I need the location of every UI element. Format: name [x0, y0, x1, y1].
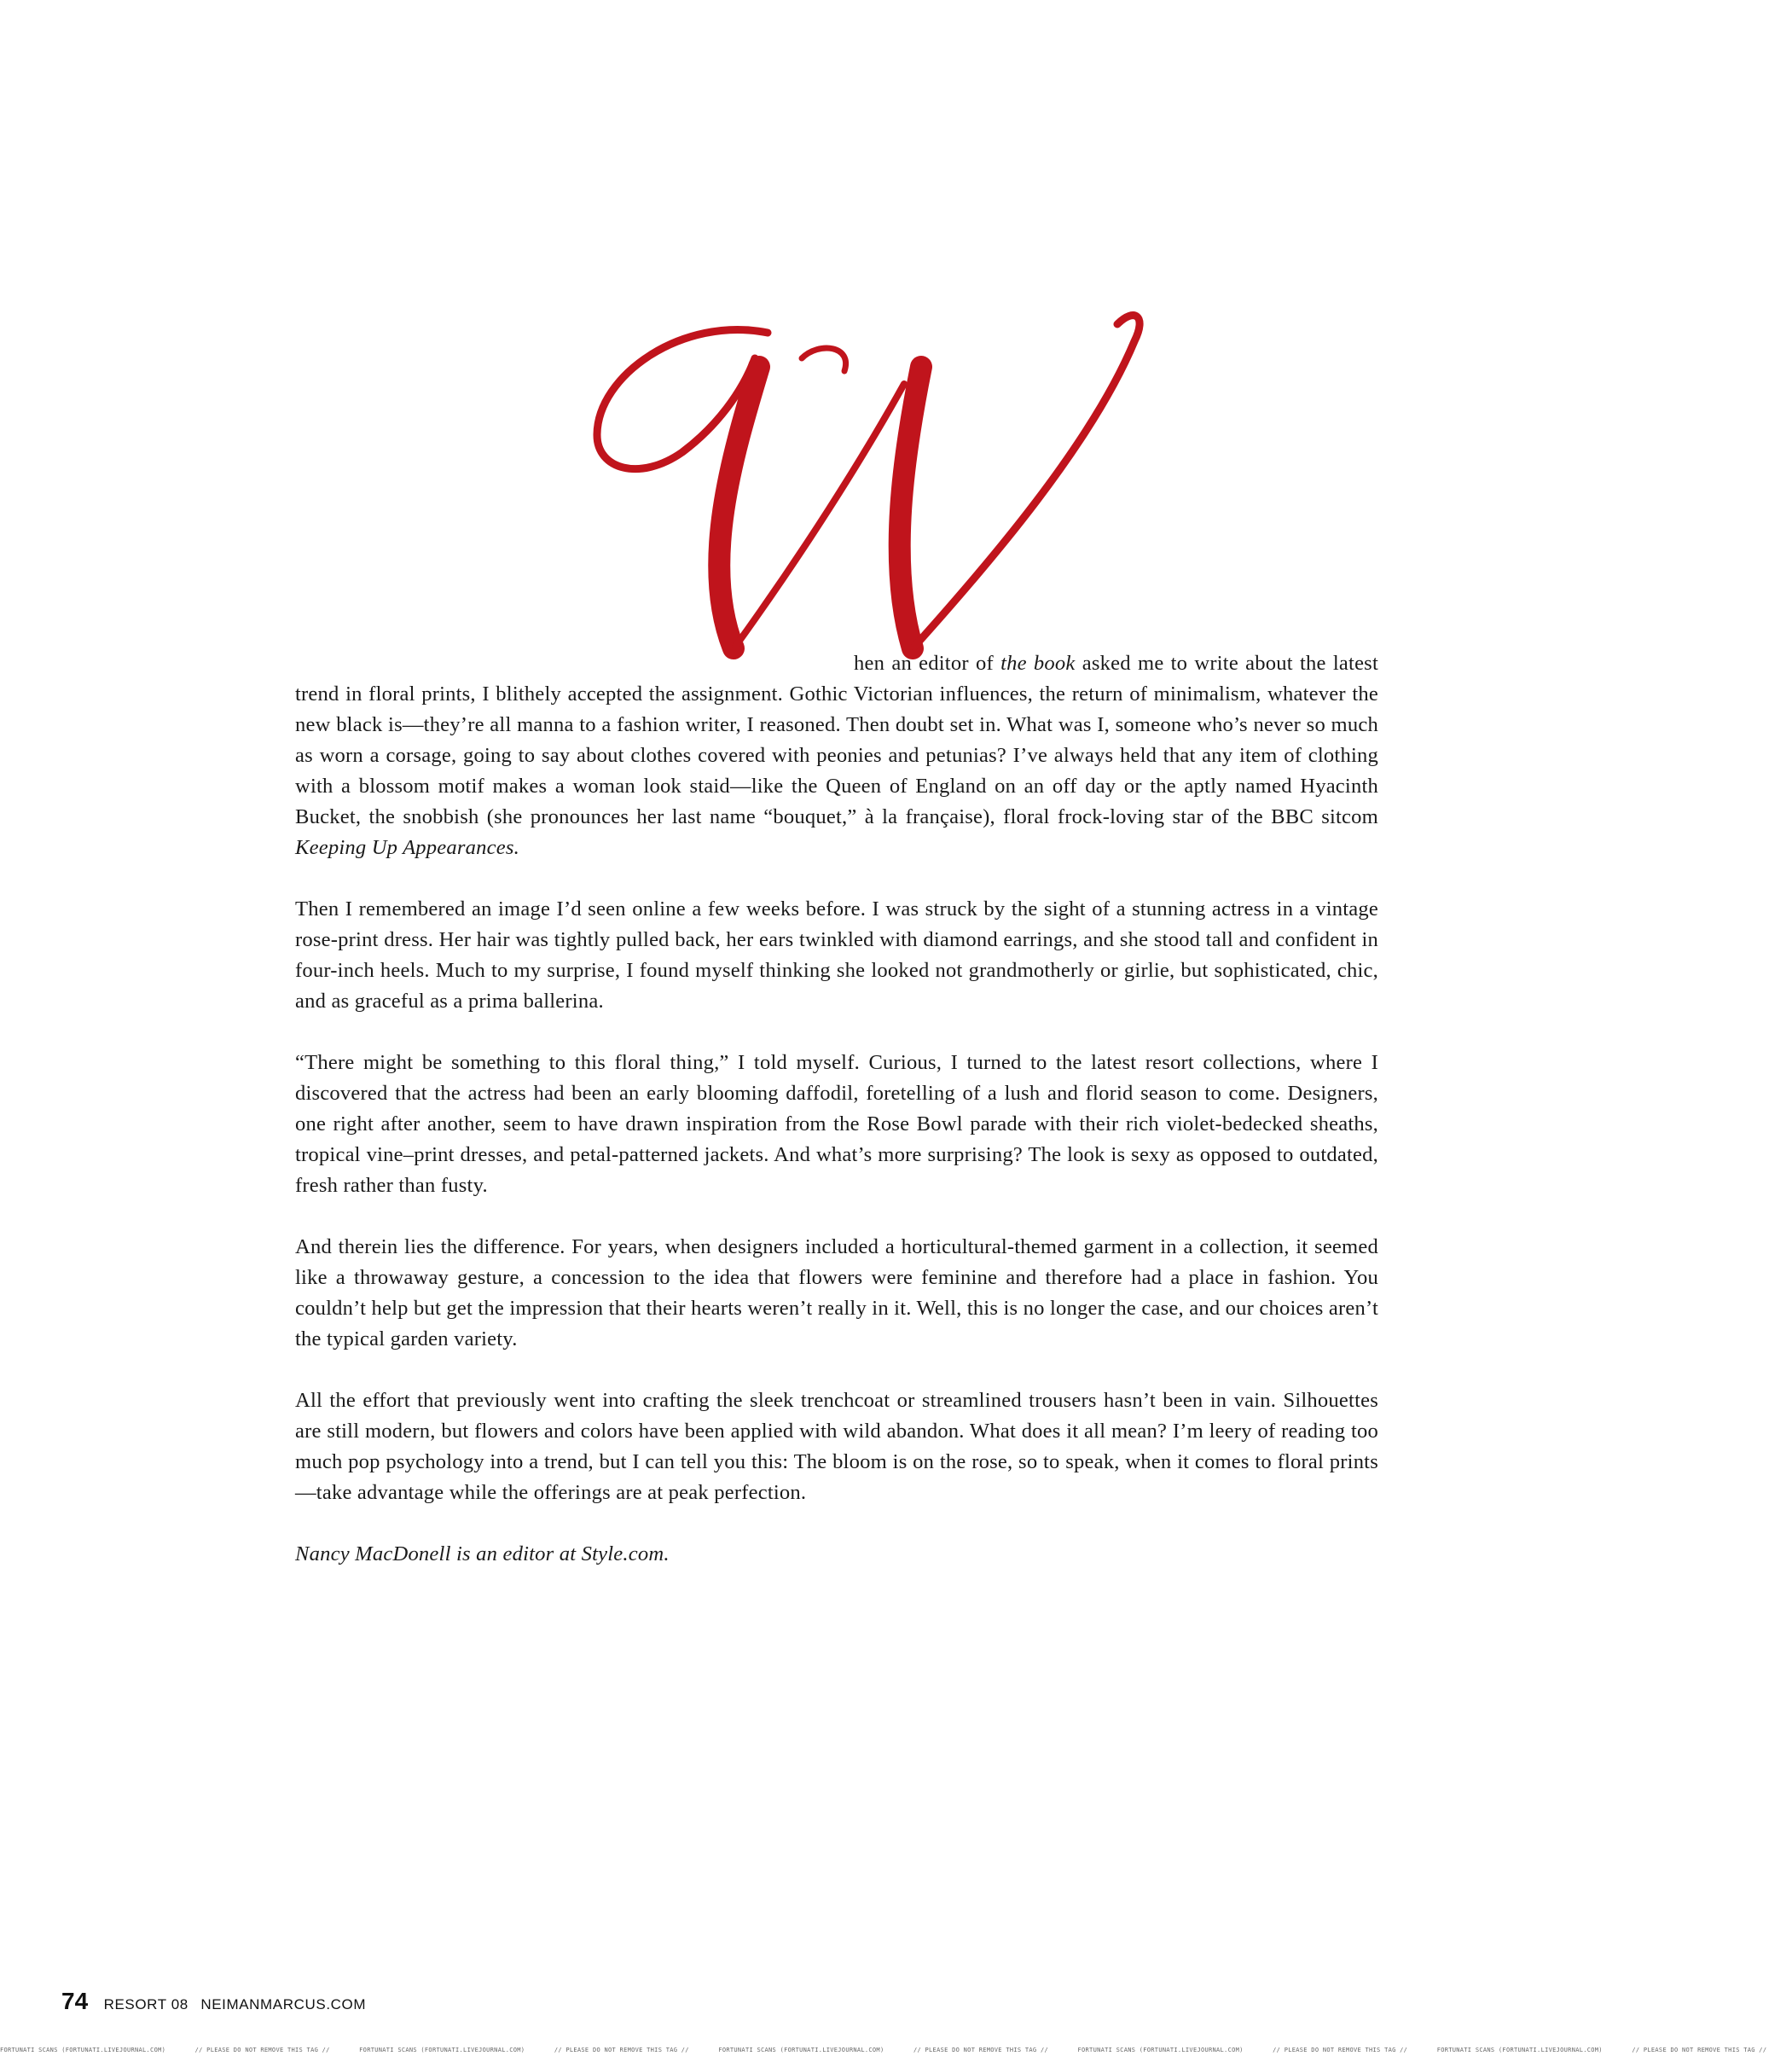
- watermark-text: FORTUNATI SCANS (FORTUNATI.LIVEJOURNAL.COM): [359, 2047, 525, 2053]
- watermark-text: // PLEASE DO NOT REMOVE THIS TAG //: [913, 2047, 1048, 2053]
- paragraph-4: And therein lies the difference. For years, when designers included a horticultural-themed garment in a collection, it seemed like a throwaway gesture, a concession to the idea that flowers were feminine and therefore had a place in fashion. You couldn’t help but get the impression that their hearts weren’t really in it. Well, this is no longer the case, and our choices aren’t the typical garden variety.: [295, 1235, 1378, 1350]
- sitcom-title: Keeping Up Appearances.: [295, 836, 520, 859]
- watermark-text: // PLEASE DO NOT REMOVE THIS TAG //: [1273, 2047, 1408, 2053]
- article-body: [295, 648, 1378, 1600]
- watermark-text: FORTUNATI SCANS (FORTUNATI.LIVEJOURNAL.COM): [1436, 2047, 1603, 2053]
- dropcap-inner-curl: [802, 348, 846, 371]
- paragraph-2: Then I remembered an image I’d seen online a few weeks before. I was struck by the sight of a stunning actress in a vintage rose-print dress. Her hair was tightly pulled back, her ears twinkled with diamond earrings, and she stood tall and confident in four-inch heels. Much to my surprise, I found myself thinking she looked not grandmotherly or girlie, but sophisticated, chic, and as graceful as a prima ballerina.: [295, 897, 1378, 1013]
- lead-rest: asked me to write about the latest trend in floral prints, I blithely accepted the assignment. Gothic Victorian influences, the return of minimalism, whatever the new black is—they’re all manna to a fashion writer, I reasoned. Then doubt set in. What was I, someone who’s never so much as worn a corsage, going to say about clothes covered with peonies and petunias? I’ve always held that any item of clothing with a blossom motif makes a woman look staid—like the Queen of England on an off day or the aptly named Hyacinth Bucket, the snobbish (she pronounces her last name “bouquet,” à la française), floral frock-loving star of the BBC sitcom: [295, 652, 1378, 828]
- site-url: NEIMANMARCUS.COM: [200, 1996, 367, 2012]
- watermark-text: FORTUNATI SCANS (FORTUNATI.LIVEJOURNAL.COM): [1077, 2047, 1244, 2053]
- scan-watermark-strip: [0, 2044, 1767, 2056]
- watermark-text: FORTUNATI SCANS (FORTUNATI.LIVEJOURNAL.COM): [0, 2047, 166, 2053]
- paragraph-3: “There might be something to this floral thing,” I told myself. Curious, I turned to the latest resort collections, where I discovered that the actress had been an early blooming daffodil, foretelling of a lush and florid season to come. Designers, one right after another, seem to have drawn inspiration from the Rose Bowl parade with their rich violet-bedecked sheaths, tropical vine–print dresses, and petal-patterned jackets. And what’s more surprising? The look is sexy as opposed to outdated, fresh rather than fusty.: [295, 1051, 1378, 1197]
- decorative-dropcap-w: [546, 307, 1177, 674]
- watermark-text: // PLEASE DO NOT REMOVE THIS TAG //: [194, 2047, 330, 2053]
- dropcap-final-flourish: [914, 316, 1140, 647]
- watermark-text: // PLEASE DO NOT REMOVE THIS TAG //: [1632, 2047, 1767, 2053]
- page-number: 74: [61, 1988, 89, 2014]
- page-footer: [61, 1988, 366, 2015]
- watermark-text: // PLEASE DO NOT REMOVE THIS TAG //: [554, 2047, 689, 2053]
- lead-text: hen an editor of: [854, 652, 1001, 675]
- publication-title: the book: [1000, 652, 1076, 675]
- watermark-text: FORTUNATI SCANS (FORTUNATI.LIVEJOURNAL.COM): [718, 2047, 884, 2053]
- issue-label: RESORT 08: [103, 1996, 188, 2012]
- paragraph-5: All the effort that previously went into crafting the sleek trenchcoat or streamlined trousers hasn’t been in vain. Silhouettes are still modern, but flowers and colors have been applied with wild abandon. What does it all mean? I’m leery of reading too much pop psychology into a trend, but I can tell you this: The bloom is on the rose, so to speak, when it comes to floral prints—take advantage while the offerings are at peak perfection.: [295, 1389, 1378, 1504]
- dropcap-first-upstroke: [735, 384, 904, 647]
- author-byline: Nancy MacDonell is an editor at Style.com.: [295, 1542, 670, 1565]
- lead-paragraph: [295, 648, 1378, 863]
- dropcap-second-downstroke: [900, 367, 921, 648]
- dropcap-letter-graphic: [546, 307, 1177, 674]
